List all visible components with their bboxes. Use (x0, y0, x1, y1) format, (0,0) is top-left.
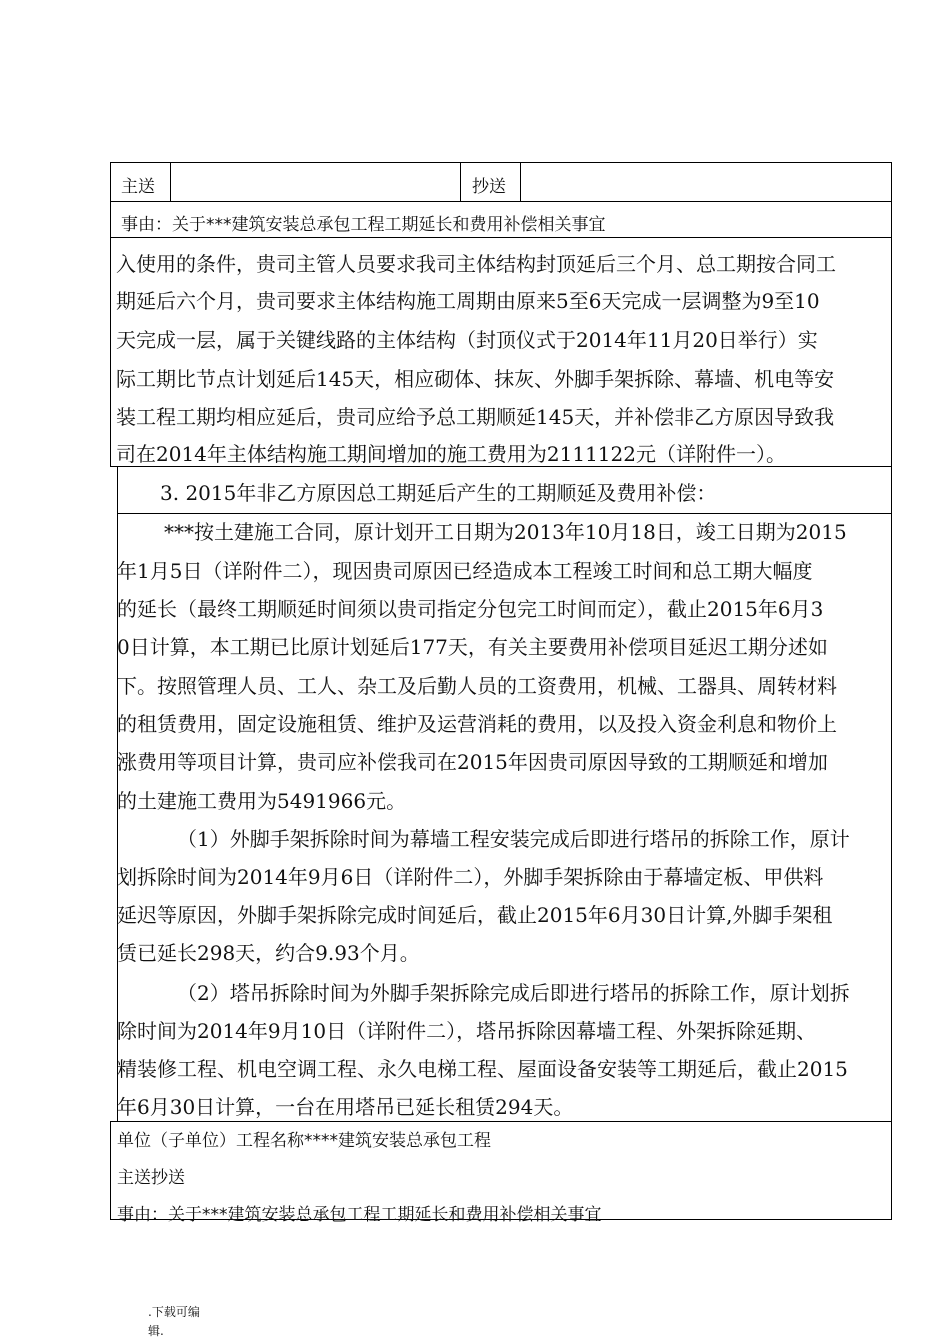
s3-line-14: 除时间为2014年9月10日（详附件二），塔吊拆除因幕墙工程、外架拆除延期、 (117, 1019, 817, 1043)
project-name: 单位（子单位）工程名称****建筑安装总承包工程 (117, 1131, 491, 1151)
s3-line-4: 0日计算，本工期已比原计划延后177天，有关主要费用补偿项目延迟工期分述如 (117, 635, 828, 659)
s2-line-6: 司在2014年主体结构施工期间增加的施工费用为2111122元（详附件一）。 (116, 442, 786, 466)
s3-line-12: 赁已延长298天，约合9.93个月。 (117, 941, 420, 965)
s3-line-13: （2）塔吊拆除时间为外脚手架拆除完成后即进行塔吊的拆除工作，原计划拆 (177, 981, 850, 1005)
s3-line-11: 延迟等原因，外脚手架拆除完成时间延后，截止2015年6月30日计算,外脚手架租 (117, 903, 833, 927)
bottom-subject: 事由：关于***建筑安装总承包工程工期延长和费用补偿相关事宜 (117, 1205, 602, 1225)
s3-line-9: （1）外脚手架拆除时间为幕墙工程安装完成后即进行塔吊的拆除工作，原计 (177, 827, 850, 851)
s3-line-1: ***按土建施工合同，原计划开工日期为2013年10月18日，竣工日期为2015 (164, 520, 847, 544)
s2-line-2: 期延后六个月，贵司要求主体结构施工周期由原来5至6天完成一层调整为9至10 (116, 289, 820, 313)
s3-line-15: 精装修工程、机电空调工程、永久电梯工程、屋面设备安装等工期延后，截止2015 (117, 1057, 848, 1081)
s3-line-10: 划拆除时间为2014年9月6日（详附件二），外脚手架拆除由于幕墙定板、甲供料 (117, 865, 824, 889)
s2-line-5: 装工程工期均相应延后，贵司应给予总工期顺延145天，并补偿非乙方原因导致我 (116, 405, 835, 429)
section3-heading: 3. 2015年非乙方原因总工期延后产生的工期顺延及费用补偿： (160, 481, 717, 505)
s2-line-4: 际工期比节点计划延后145天，相应砌体、抹灰、外脚手架拆除、幕墙、机电等安 (116, 367, 835, 391)
main-cc-line: 主送抄送 (117, 1168, 185, 1188)
s3-line-7: 涨费用等项目计算，贵司应补偿我司在2015年因贵司原因导致的工期顺延和增加 (117, 750, 828, 774)
s2-line-1: 入使用的条件，贵司主管人员要求我司主体结构封顶延后三个月、总工期按合同工 (116, 252, 836, 276)
subject-line: 事由：关于***建筑安装总承包工程工期延长和费用补偿相关事宜 (121, 215, 606, 235)
s3-line-3: 的延长（最终工期顺延时间须以贵司指定分包完工时间而定），截止2015年6月3 (117, 597, 824, 621)
s3-line-16: 年6月30日计算，一台在用塔吊已延长租赁294天。 (117, 1095, 574, 1119)
s3-line-5: 下。按照管理人员、工人、杂工及后勤人员的工资费用，机械、工器具、周转材料 (117, 674, 837, 698)
s2-line-3: 天完成一层，属于关键线路的主体结构（封顶仪式于2014年11月20日举行）实 (116, 328, 818, 352)
s3-line-6: 的租赁费用，固定设施租赁、维护及运营消耗的费用，以及投入资金利息和物价上 (117, 712, 837, 736)
cc-label: 抄送 (472, 177, 506, 197)
footer-line-2: 辑. (148, 1324, 164, 1338)
s3-line-2: 年1月5日（详附件二），现因贵司原因已经造成本工程竣工时间和总工期大幅度 (117, 559, 813, 583)
s3-line-8: 的土建施工费用为5491966元。 (117, 789, 407, 813)
main-to-label: 主送 (121, 177, 155, 197)
footer-line-1: .下载可编 (148, 1305, 200, 1319)
